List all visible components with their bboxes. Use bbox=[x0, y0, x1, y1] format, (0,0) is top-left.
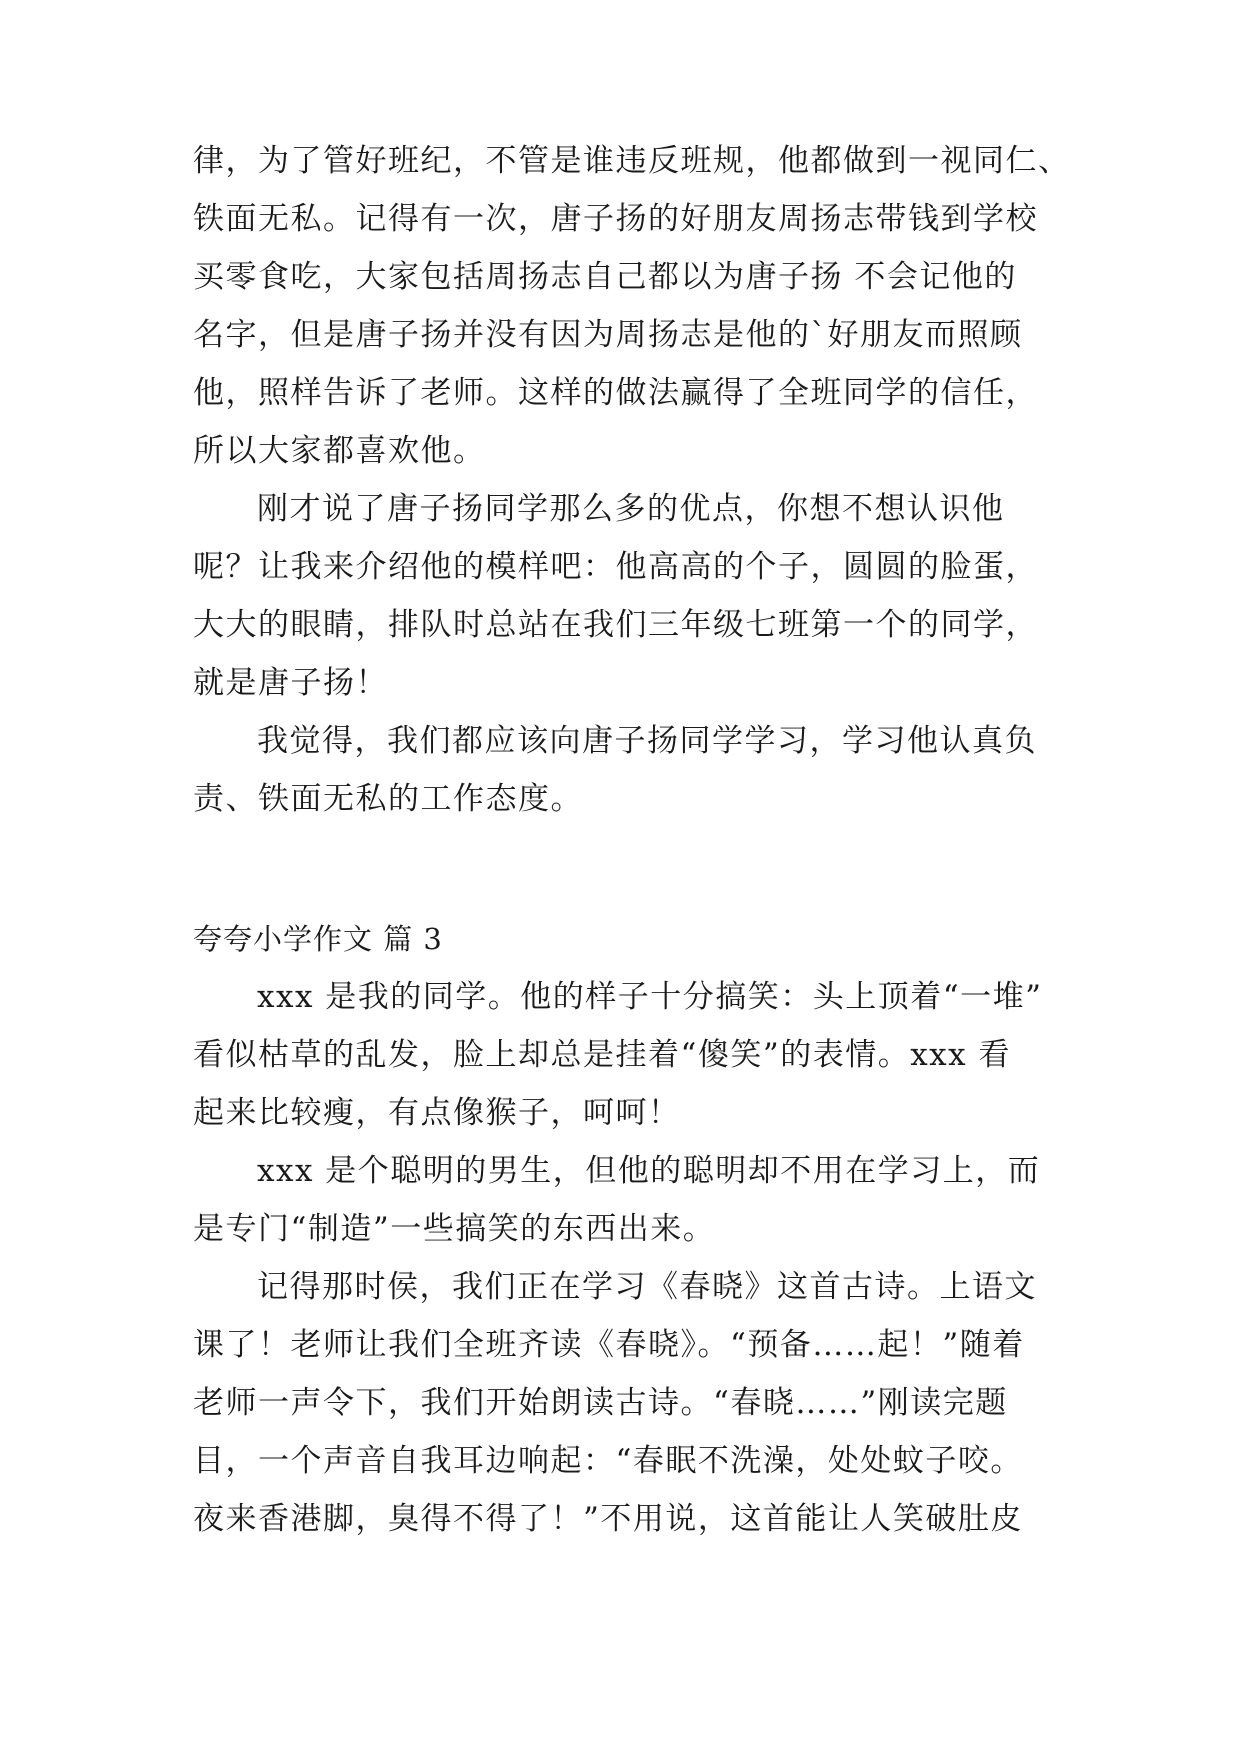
paragraph-line: 记得那时侯，我们正在学习《春晓》这首古诗。上语文 bbox=[257, 1269, 1037, 1305]
paragraph-line: 目，一个声音自我耳边响起：“春眠不洗澡，处处蚊子咬。 bbox=[193, 1443, 1023, 1479]
paragraph bbox=[193, 480, 1073, 712]
paragraph-line: 呢？让我来介绍他的模样吧：他高高的个子，圆圆的脸蛋， bbox=[193, 549, 1038, 585]
paragraph-line: 刚才说了唐子扬同学那么多的优点，你想不想认识他 bbox=[257, 491, 1005, 527]
paragraph bbox=[193, 1258, 1073, 1548]
section-heading: 夸夸小学作文 篇 3 bbox=[193, 922, 443, 956]
paragraph bbox=[193, 1142, 1073, 1258]
paragraph-line: 夜来香港脚，臭得不得了！”不用说，这首能让人笑破肚皮 bbox=[193, 1501, 1023, 1537]
paragraph-line: 律，为了管好班纪，不管是谁违反班规，他都做到一视同仁、 bbox=[193, 143, 1071, 179]
paragraph-line: xxx 是个聪明的男生，但他的聪明却不用在学习上，而 bbox=[257, 1153, 1041, 1189]
paragraph-line: 他，照样告诉了老师。这样的做法赢得了全班同学的信任， bbox=[193, 375, 1038, 411]
paragraph bbox=[193, 132, 1073, 480]
section-3 bbox=[193, 910, 1073, 1548]
paragraph-line: 所以大家都喜欢他。 bbox=[193, 433, 486, 469]
paragraph-line: xxx 是我的同学。他的样子十分搞笑：头上顶着“一堆” bbox=[257, 979, 1043, 1015]
paragraph-line: 我觉得，我们都应该向唐子扬同学学习，学习他认真负 bbox=[257, 723, 1037, 759]
paragraph-line: 课了！老师让我们全班齐读《春晓》。“预备……起！”随着 bbox=[193, 1327, 1025, 1363]
paragraph-line: 大大的眼睛，排队时总站在我们三年级七班第一个的同学， bbox=[193, 607, 1038, 643]
paragraph-line: 铁面无私。记得有一次，唐子扬的好朋友周扬志带钱到学校 bbox=[193, 201, 1038, 237]
paragraph-line: 名字，但是唐子扬并没有因为周扬志是他的`好朋友而照顾 bbox=[193, 317, 1023, 353]
paragraph-line: 看似枯草的乱发，脸上却总是挂着“傻笑”的表情。xxx 看 bbox=[193, 1037, 1011, 1073]
paragraph-line: 就是唐子扬！ bbox=[193, 665, 388, 701]
paragraph-line: 责、铁面无私的工作态度。 bbox=[193, 781, 583, 817]
paragraph bbox=[193, 712, 1073, 828]
paragraph-line: 买零食吃，大家包括周扬志自己都以为唐子扬 不会记他的 bbox=[193, 259, 1017, 295]
continued-section bbox=[193, 132, 1073, 828]
paragraph-line: 起来比较瘦，有点像猴子，呵呵！ bbox=[193, 1095, 681, 1131]
paragraph-line: 是专门“制造”一些搞笑的东西出来。 bbox=[193, 1211, 716, 1247]
paragraph-line: 老师一声令下，我们开始朗读古诗。“春晓……”刚读完题 bbox=[193, 1385, 1008, 1421]
paragraph bbox=[193, 968, 1073, 1142]
